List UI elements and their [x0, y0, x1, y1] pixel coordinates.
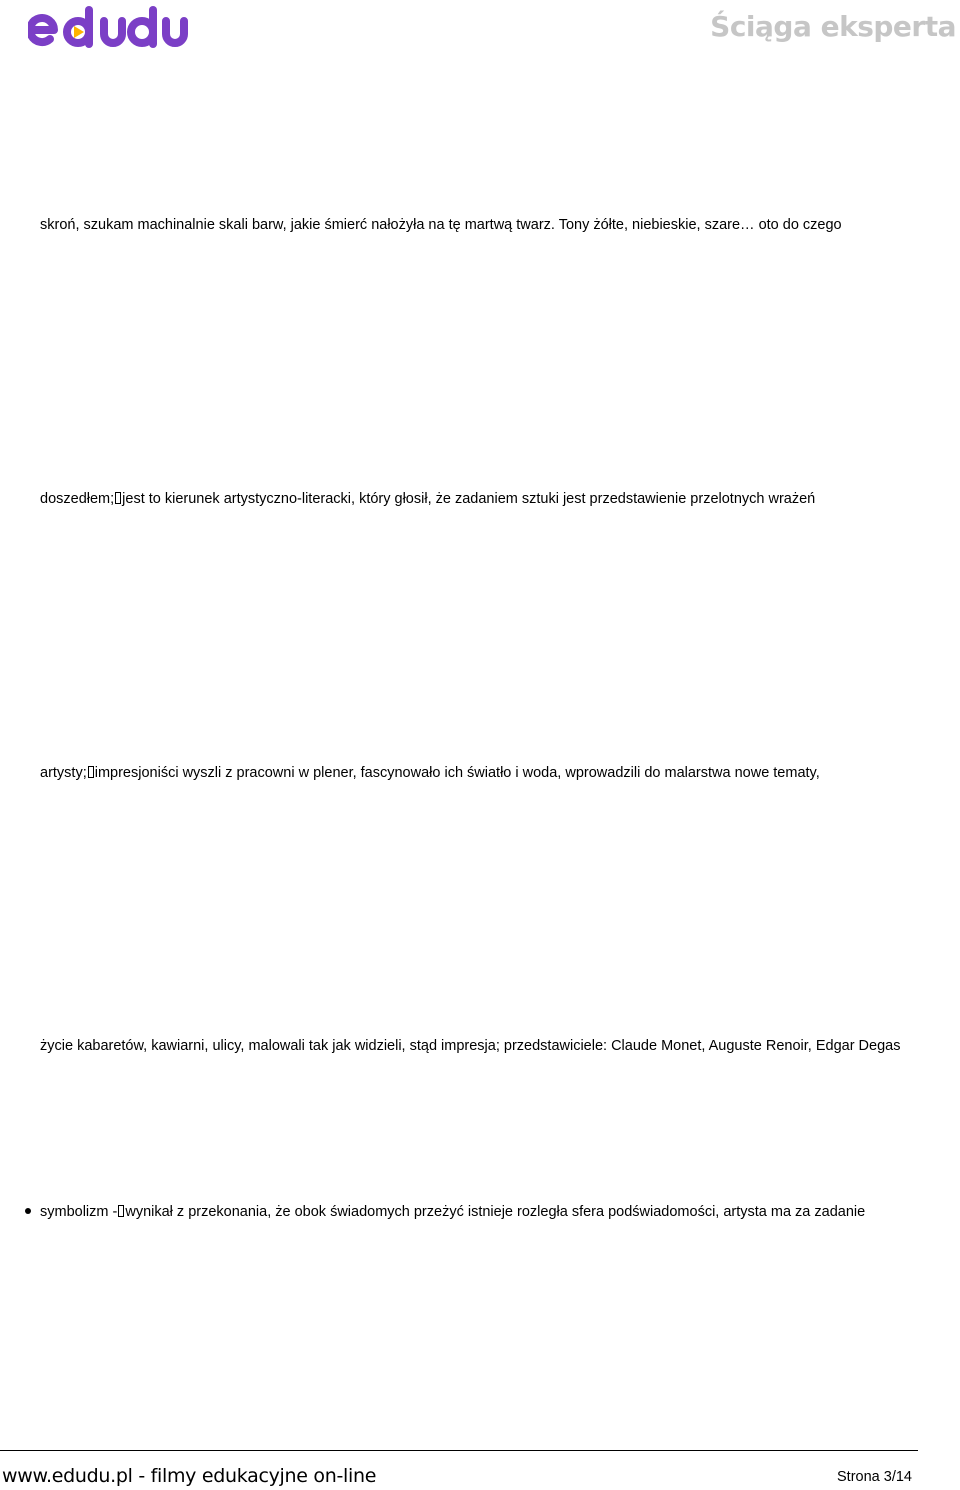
missing-glyph-icon: [115, 492, 121, 504]
text-line-2-end: jest to kierunek artystyczno-literacki, który głosił, że zadaniem sztuki jest przedstawienie przelotnych wrażeń: [122, 491, 816, 507]
text-line-5-start: symbolizm -: [40, 1204, 118, 1220]
text-line-2-start: doszedłem;: [40, 491, 115, 507]
text-line-1-content: skroń, szukam machinalnie skali barw, jakie śmierć nałożyła na tę martwą twarz. Tony żółte, niebieskie, szare… oto do czego: [40, 217, 842, 233]
text-line-1: [40, 216, 842, 234]
missing-glyph-icon: [118, 1205, 124, 1217]
text-line-5: [40, 1203, 865, 1221]
text-line-4: [40, 1037, 900, 1055]
text-line-3-end: impresjoniści wyszli z pracowni w plener, fascynowało ich światło i woda, wprowadzili do malarstwa nowe tematy,: [94, 765, 820, 781]
bullet-icon: [25, 1208, 31, 1214]
text-line-2: [40, 490, 815, 508]
text-line-4-content: życie kabaretów, kawiarni, ulicy, malowali tak jak widzieli, stąd impresja; przedstawiciele: Claude Monet, Auguste Renoir, Edgar Degas: [40, 1038, 901, 1054]
page-number: Strona 3/14: [837, 1469, 912, 1485]
footer-site-link[interactable]: www.edudu.pl - filmy edukacyjne on-line: [2, 1465, 377, 1487]
edudu-logo-icon: [28, 4, 190, 52]
text-line-5-end: wynikał z przekonania, że obok świadomych przeżyć istnieje rozległa sfera podświadomości, artysta ma za zadanie: [125, 1204, 866, 1220]
missing-glyph-icon: [88, 766, 94, 778]
text-line-3-start: artysty;: [40, 765, 87, 781]
edudu-logo[interactable]: [28, 4, 190, 52]
text-line-3: [40, 764, 820, 782]
footer-divider: [0, 1450, 918, 1451]
header-title: Ściąga eksperta: [710, 10, 956, 43]
